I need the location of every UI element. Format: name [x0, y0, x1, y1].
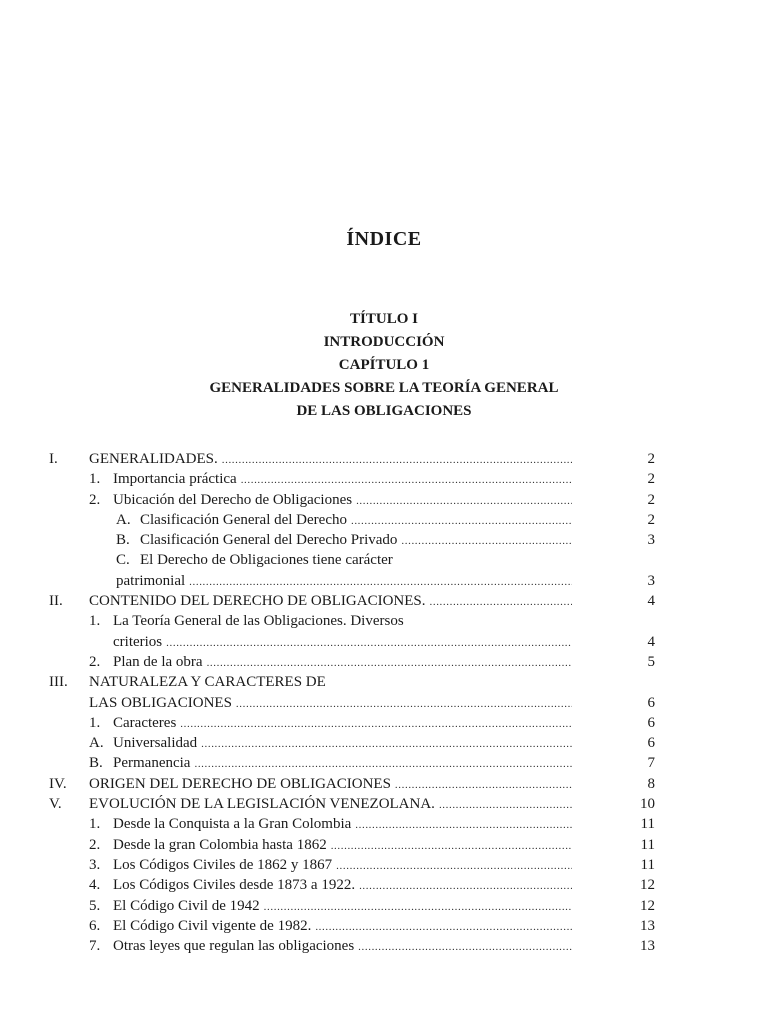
- entry-text: Desde la Conquista a la Gran Colombia: [113, 816, 352, 833]
- entry-page: 12: [640, 897, 655, 914]
- toc-entry-continuation: [0, 632, 768, 652]
- dot-leader: [180, 714, 572, 734]
- dot-leader: [439, 795, 572, 815]
- entry-number: C.: [116, 552, 130, 569]
- entry-text: La Teoría General de las Obligaciones. Diversos: [113, 613, 404, 630]
- dot-leader: [358, 937, 572, 957]
- entry-text: Universalidad: [113, 735, 198, 752]
- entry-number: B.: [89, 755, 103, 772]
- entry-number: V.: [49, 796, 62, 813]
- entry-number: III.: [49, 674, 68, 691]
- chapter-name-line-1: GENERALIDADES SOBRE LA TEORÍA GENERAL: [209, 380, 559, 396]
- entry-text: Los Códigos Civiles desde 1873 a 1922.: [113, 877, 356, 894]
- entry-text: ORIGEN DEL DERECHO DE OBLIGACIONES: [89, 775, 391, 792]
- dot-leader: [331, 836, 572, 856]
- entry-page: 6: [647, 694, 655, 711]
- entry-page: 7: [647, 755, 655, 772]
- entry-number: 6.: [89, 917, 101, 934]
- entry-number: II.: [49, 593, 63, 610]
- dot-leader: [351, 511, 572, 531]
- dot-leader: [315, 917, 572, 937]
- entry-page: 6: [647, 735, 655, 752]
- entry-text: Los Códigos Civiles de 1862 y 1867: [113, 856, 333, 873]
- entry-text: CONTENIDO DEL DERECHO DE OBLIGACIONES.: [89, 593, 426, 610]
- entry-text: Importancia práctica: [113, 471, 237, 488]
- toc-entry: [0, 753, 768, 773]
- toc-entry: [0, 774, 768, 794]
- title-number: TÍTULO I: [350, 311, 418, 327]
- entry-number: A.: [89, 735, 104, 752]
- entry-text: GENERALIDADES.: [89, 451, 218, 467]
- entry-page: 3: [647, 532, 655, 549]
- dot-leader: [201, 734, 572, 754]
- entry-text: patrimonial: [116, 572, 186, 589]
- entry-page: 4: [647, 633, 655, 650]
- entry-number: 3.: [89, 856, 101, 873]
- entry-page: 12: [640, 877, 655, 894]
- entry-text: Plan de la obra: [113, 653, 203, 670]
- entry-number: B.: [116, 532, 130, 549]
- section-headings: [0, 308, 768, 423]
- entry-number: 1.: [89, 471, 101, 488]
- entry-number: IV.: [49, 775, 67, 792]
- entry-text: LAS OBLIGACIONES: [89, 694, 232, 711]
- entry-page: 3: [647, 572, 655, 589]
- title-name: INTRODUCCIÓN: [323, 334, 445, 350]
- entry-number: A.: [116, 511, 131, 528]
- entry-number: I.: [49, 451, 58, 467]
- entry-page: 10: [640, 796, 655, 813]
- entry-number: 2.: [89, 836, 101, 853]
- toc-entry: [0, 490, 768, 510]
- entry-number: 4.: [89, 877, 101, 894]
- dot-leader: [355, 815, 572, 835]
- entry-number: 1.: [89, 714, 101, 731]
- entry-text: EVOLUCIÓN DE LA LEGISLACIÓN VENEZOLANA.: [89, 796, 435, 813]
- entry-text: Otras leyes que regulan las obligaciones: [113, 938, 355, 955]
- dot-leader: [222, 450, 572, 470]
- entry-page: 2: [647, 451, 655, 467]
- dot-leader: [430, 592, 573, 612]
- dot-leader: [236, 694, 572, 714]
- dot-leader: [194, 754, 572, 774]
- entry-text: Permanencia: [113, 755, 191, 772]
- entry-text: El Código Civil vigente de 1982.: [113, 917, 312, 934]
- toc-entry: [0, 875, 768, 895]
- page-title: ÍNDICE: [346, 228, 422, 250]
- entry-number: 2.: [89, 491, 101, 508]
- dot-leader: [166, 633, 572, 653]
- dot-leader: [336, 856, 572, 876]
- entry-number: 1.: [89, 613, 101, 630]
- entry-text: El Derecho de Obligaciones tiene carácter: [140, 552, 393, 569]
- entry-text: Clasificación General del Derecho: [140, 511, 347, 528]
- entry-page: 5: [647, 653, 655, 670]
- entry-text: Ubicación del Derecho de Obligaciones: [113, 491, 353, 508]
- entry-page: 4: [647, 593, 655, 610]
- entry-page: 11: [640, 836, 655, 853]
- toc-entry: [0, 896, 768, 916]
- toc-entry: [0, 936, 768, 956]
- dot-leader: [241, 470, 572, 490]
- entry-number: 1.: [89, 816, 101, 833]
- dot-leader: [207, 653, 572, 673]
- dot-leader: [264, 897, 572, 917]
- toc-entry: [0, 672, 768, 692]
- entry-text: NATURALEZA Y CARACTERES DE: [89, 674, 326, 691]
- toc-entry: [0, 591, 768, 611]
- dot-leader: [189, 572, 572, 592]
- toc-entry: [0, 814, 768, 834]
- dot-leader: [401, 531, 572, 551]
- toc-entry: [0, 733, 768, 753]
- entry-text: Clasificación General del Derecho Privado: [140, 532, 398, 549]
- toc-entry-continuation: [0, 571, 768, 591]
- toc-entry: [0, 469, 768, 489]
- toc-entry: [0, 794, 768, 814]
- dot-leader: [395, 775, 572, 795]
- entry-page: 11: [640, 856, 655, 873]
- entry-page: 11: [640, 816, 655, 833]
- chapter-number: CAPÍTULO 1: [338, 357, 430, 373]
- table-of-contents: [0, 449, 768, 956]
- toc-entry: [0, 550, 768, 570]
- entry-page: 2: [647, 491, 655, 508]
- toc-entry: [0, 449, 768, 469]
- entry-page: 6: [647, 714, 655, 731]
- entry-page: 8: [647, 775, 655, 792]
- toc-entry: [0, 713, 768, 733]
- entry-text: criterios: [113, 633, 163, 650]
- toc-entry: [0, 530, 768, 550]
- toc-entry: [0, 916, 768, 936]
- entry-text: El Código Civil de 1942: [113, 897, 260, 914]
- entry-page: 2: [647, 471, 655, 488]
- toc-entry: [0, 652, 768, 672]
- dot-leader: [356, 491, 572, 511]
- toc-entry: [0, 510, 768, 530]
- entry-number: 5.: [89, 897, 101, 914]
- entry-page: 2: [647, 511, 655, 528]
- entry-page: 13: [640, 938, 655, 955]
- toc-entry-continuation: [0, 693, 768, 713]
- toc-entry: [0, 611, 768, 631]
- entry-page: 13: [640, 917, 655, 934]
- toc-entry: [0, 835, 768, 855]
- toc-entry: [0, 855, 768, 875]
- chapter-name-line-2: DE LAS OBLIGACIONES: [296, 403, 472, 419]
- entry-number: 7.: [89, 938, 101, 955]
- entry-text: Caracteres: [113, 714, 177, 731]
- dot-leader: [359, 876, 572, 896]
- entry-text: Desde la gran Colombia hasta 1862: [113, 836, 327, 853]
- entry-number: 2.: [89, 653, 101, 670]
